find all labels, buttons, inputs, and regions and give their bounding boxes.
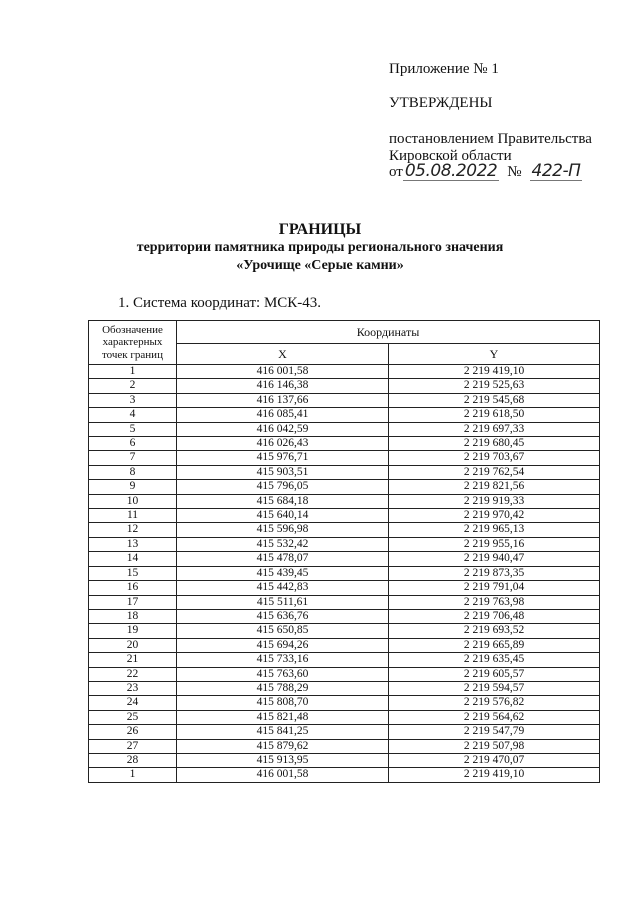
cell-point: 16 — [89, 581, 177, 595]
cell-y: 2 219 821,56 — [389, 480, 600, 494]
cell-y: 2 219 873,35 — [389, 566, 600, 580]
cell-point: 7 — [89, 451, 177, 465]
cell-y: 2 219 706,48 — [389, 609, 600, 623]
cell-y: 2 219 525,63 — [389, 379, 600, 393]
cell-x: 415 439,45 — [177, 566, 389, 580]
cell-x: 415 788,29 — [177, 681, 389, 695]
decree-number-sign: № — [507, 164, 522, 180]
cell-x: 415 913,95 — [177, 753, 389, 767]
cell-point: 10 — [89, 494, 177, 508]
table-row — [89, 465, 600, 479]
document-subtitle-1: территории памятника природы регионального значения — [136, 240, 504, 255]
cell-x: 415 821,48 — [177, 710, 389, 724]
table-row — [89, 653, 600, 667]
cell-point: 6 — [89, 437, 177, 451]
cell-point: 9 — [89, 480, 177, 494]
decree-line-1: постановлением Правительства — [389, 131, 592, 147]
table-row — [89, 566, 600, 580]
cell-y: 2 219 703,67 — [389, 451, 600, 465]
cell-point: 21 — [89, 653, 177, 667]
cell-y: 2 219 940,47 — [389, 552, 600, 566]
cell-point: 11 — [89, 509, 177, 523]
cell-x: 416 042,59 — [177, 422, 389, 436]
table-row — [89, 422, 600, 436]
table-row — [89, 725, 600, 739]
cell-point: 27 — [89, 739, 177, 753]
cell-y: 2 219 965,13 — [389, 523, 600, 537]
cell-x: 416 085,41 — [177, 408, 389, 422]
table-row — [89, 753, 600, 767]
cell-y: 2 219 665,89 — [389, 638, 600, 652]
cell-y: 2 219 576,82 — [389, 696, 600, 710]
cell-y: 2 219 594,57 — [389, 681, 600, 695]
cell-point: 14 — [89, 552, 177, 566]
cell-point: 25 — [89, 710, 177, 724]
cell-y: 2 219 635,45 — [389, 653, 600, 667]
cell-y: 2 219 970,42 — [389, 509, 600, 523]
cell-x: 415 796,05 — [177, 480, 389, 494]
table-row — [89, 393, 600, 407]
cell-x: 416 026,43 — [177, 437, 389, 451]
cell-y: 2 219 507,98 — [389, 739, 600, 753]
table-row — [89, 595, 600, 609]
decree-line-3 — [389, 163, 582, 181]
cell-x: 416 146,38 — [177, 379, 389, 393]
decree-date-handwritten: 05.08.2022 — [404, 161, 498, 181]
table-row — [89, 437, 600, 451]
cell-point: 12 — [89, 523, 177, 537]
table-row — [89, 710, 600, 724]
cell-x: 415 478,07 — [177, 552, 389, 566]
cell-point: 24 — [89, 696, 177, 710]
document-subtitle-2: «Урочище «Серые камни» — [236, 258, 404, 273]
approved-label: УТВЕРЖДЕНЫ — [389, 95, 493, 111]
cell-x: 415 532,42 — [177, 537, 389, 551]
cell-y: 2 219 605,57 — [389, 667, 600, 681]
table-row — [89, 609, 600, 623]
cell-point: 1 — [89, 768, 177, 782]
table-row — [89, 451, 600, 465]
cell-y: 2 219 419,10 — [389, 365, 600, 379]
table-row — [89, 365, 600, 379]
decree-from: от — [389, 164, 403, 180]
table-row — [89, 739, 600, 753]
cell-point: 18 — [89, 609, 177, 623]
table-row — [89, 638, 600, 652]
cell-point: 19 — [89, 624, 177, 638]
cell-point: 28 — [89, 753, 177, 767]
header-point: Обозначение характерных точек границ — [89, 321, 177, 365]
table-row — [89, 768, 600, 782]
cell-point: 22 — [89, 667, 177, 681]
cell-x: 416 001,58 — [177, 365, 389, 379]
table-row — [89, 494, 600, 508]
cell-x: 415 841,25 — [177, 725, 389, 739]
table-row — [89, 379, 600, 393]
decree-line-2: Кировской области — [389, 148, 512, 164]
cell-point: 1 — [89, 365, 177, 379]
cell-y: 2 219 697,33 — [389, 422, 600, 436]
cell-point: 3 — [89, 393, 177, 407]
table-row — [89, 667, 600, 681]
header-y: Y — [389, 344, 600, 365]
cell-y: 2 219 564,62 — [389, 710, 600, 724]
cell-x: 415 808,70 — [177, 696, 389, 710]
cell-y: 2 219 763,98 — [389, 595, 600, 609]
table-row — [89, 509, 600, 523]
cell-x: 415 903,51 — [177, 465, 389, 479]
header-coordinates: Координаты — [177, 321, 600, 344]
cell-point: 20 — [89, 638, 177, 652]
cell-x: 415 596,98 — [177, 523, 389, 537]
table-row — [89, 523, 600, 537]
cell-y: 2 219 618,50 — [389, 408, 600, 422]
table-row — [89, 696, 600, 710]
table-row — [89, 624, 600, 638]
cell-x: 415 636,76 — [177, 609, 389, 623]
cell-y: 2 219 693,52 — [389, 624, 600, 638]
decree-number-handwritten: 422-П — [531, 161, 581, 181]
cell-x: 415 733,16 — [177, 653, 389, 667]
table-row — [89, 408, 600, 422]
cell-y: 2 219 547,79 — [389, 725, 600, 739]
table-row — [89, 480, 600, 494]
cell-x: 415 694,26 — [177, 638, 389, 652]
cell-y: 2 219 762,54 — [389, 465, 600, 479]
cell-point: 13 — [89, 537, 177, 551]
cell-y: 2 219 419,10 — [389, 768, 600, 782]
cell-point: 17 — [89, 595, 177, 609]
cell-x: 415 511,61 — [177, 595, 389, 609]
cell-y: 2 219 791,04 — [389, 581, 600, 595]
cell-point: 23 — [89, 681, 177, 695]
document-title: ГРАНИЦЫ — [278, 221, 362, 238]
cell-y: 2 219 680,45 — [389, 437, 600, 451]
coordinates-table — [88, 320, 600, 783]
cell-point: 2 — [89, 379, 177, 393]
coord-system-label: 1. Система координат: МСК-43. — [118, 295, 322, 311]
cell-x: 415 976,71 — [177, 451, 389, 465]
cell-x: 415 650,85 — [177, 624, 389, 638]
cell-point: 8 — [89, 465, 177, 479]
cell-x: 415 763,60 — [177, 667, 389, 681]
cell-point: 5 — [89, 422, 177, 436]
cell-y: 2 219 545,68 — [389, 393, 600, 407]
cell-x: 416 137,66 — [177, 393, 389, 407]
cell-point: 26 — [89, 725, 177, 739]
table-row — [89, 537, 600, 551]
table-row — [89, 552, 600, 566]
cell-y: 2 219 470,07 — [389, 753, 600, 767]
table-row — [89, 581, 600, 595]
cell-x: 415 442,83 — [177, 581, 389, 595]
header-x: X — [177, 344, 389, 365]
table-row — [89, 681, 600, 695]
appendix-label: Приложение № 1 — [389, 61, 499, 77]
cell-x: 416 001,58 — [177, 768, 389, 782]
cell-x: 415 879,62 — [177, 739, 389, 753]
cell-y: 2 219 919,33 — [389, 494, 600, 508]
cell-x: 415 684,18 — [177, 494, 389, 508]
cell-point: 15 — [89, 566, 177, 580]
cell-x: 415 640,14 — [177, 509, 389, 523]
cell-y: 2 219 955,16 — [389, 537, 600, 551]
cell-point: 4 — [89, 408, 177, 422]
